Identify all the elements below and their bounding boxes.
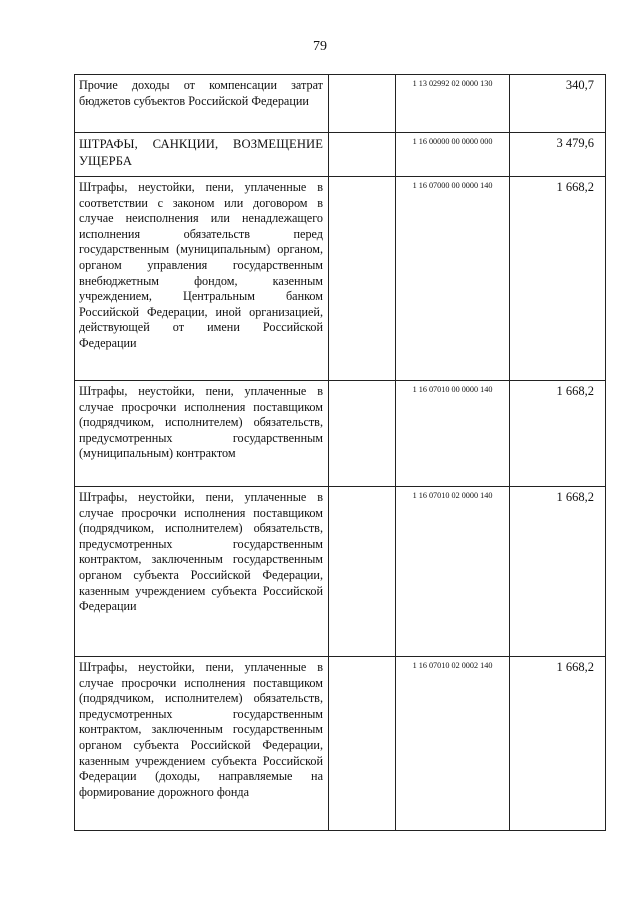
table-row [75,487,606,657]
row-amount-cell: 1 668,2 [510,657,606,831]
table-row [75,657,606,831]
row-admin-cell [329,657,396,831]
row-code-cell: 1 16 07000 00 0000 140 [396,177,510,381]
row-amount-cell: 340,7 [510,75,606,133]
table-row [75,381,606,487]
row-name-cell: Штрафы, неустойки, пени, уплаченные в случае просрочки исполнения поставщиком (подрядчиком, исполнителем) обязательств, предусмотренных государственным (муниципальным) контрактом [75,381,329,487]
row-code-cell: 1 16 07010 02 0002 140 [396,657,510,831]
row-name-cell: Штрафы, неустойки, пени, уплаченные в случае просрочки исполнения поставщиком (подрядчиком, исполнителем) обязательств, предусмотренных государственным контрактом, заключенным государственным органом субъекта Российской Федерации, казенным учреждением субъекта Российской Федерации [75,487,329,657]
row-code-cell: 1 13 02992 02 0000 130 [396,75,510,133]
row-code-cell: 1 16 07010 00 0000 140 [396,381,510,487]
row-code-cell: 1 16 00000 00 0000 000 [396,133,510,177]
row-name-cell: ШТРАФЫ, САНКЦИИ, ВОЗМЕЩЕНИЕ УЩЕРБА [75,133,329,177]
row-name-cell: Штрафы, неустойки, пени, уплаченные в соответствии с законом или договором в случае неисполнения или ненадлежащего исполнения обязательств перед государственным (муниципальным) органом, органом управления государственным внебюджетным фондом, казенным учреждением, Центральным банком Российской Федерации, иной организацией, действующей от имени Российской Федерации [75,177,329,381]
row-amount-cell: 1 668,2 [510,381,606,487]
row-admin-cell [329,487,396,657]
row-name-cell: Штрафы, неустойки, пени, уплаченные в случае просрочки исполнения поставщиком (подрядчиком, исполнителем) обязательств, предусмотренных государственным контрактом, заключенным государственным органом субъекта Российской Федерации, казенным учреждением субъекта Российской Федерации (доходы, направляемые на формирование дорожного фонда [75,657,329,831]
row-code-cell: 1 16 07010 02 0000 140 [396,487,510,657]
row-admin-cell [329,133,396,177]
row-admin-cell [329,75,396,133]
table-row [75,133,606,177]
revenue-table [74,74,606,831]
row-name-cell: Прочие доходы от компенсации затрат бюджетов субъектов Российской Федерации [75,75,329,133]
row-amount-cell: 3 479,6 [510,133,606,177]
row-amount-cell: 1 668,2 [510,177,606,381]
table-row [75,177,606,381]
table-row [75,75,606,133]
row-admin-cell [329,177,396,381]
row-admin-cell [329,381,396,487]
page-number: 79 [313,39,327,54]
row-amount-cell: 1 668,2 [510,487,606,657]
